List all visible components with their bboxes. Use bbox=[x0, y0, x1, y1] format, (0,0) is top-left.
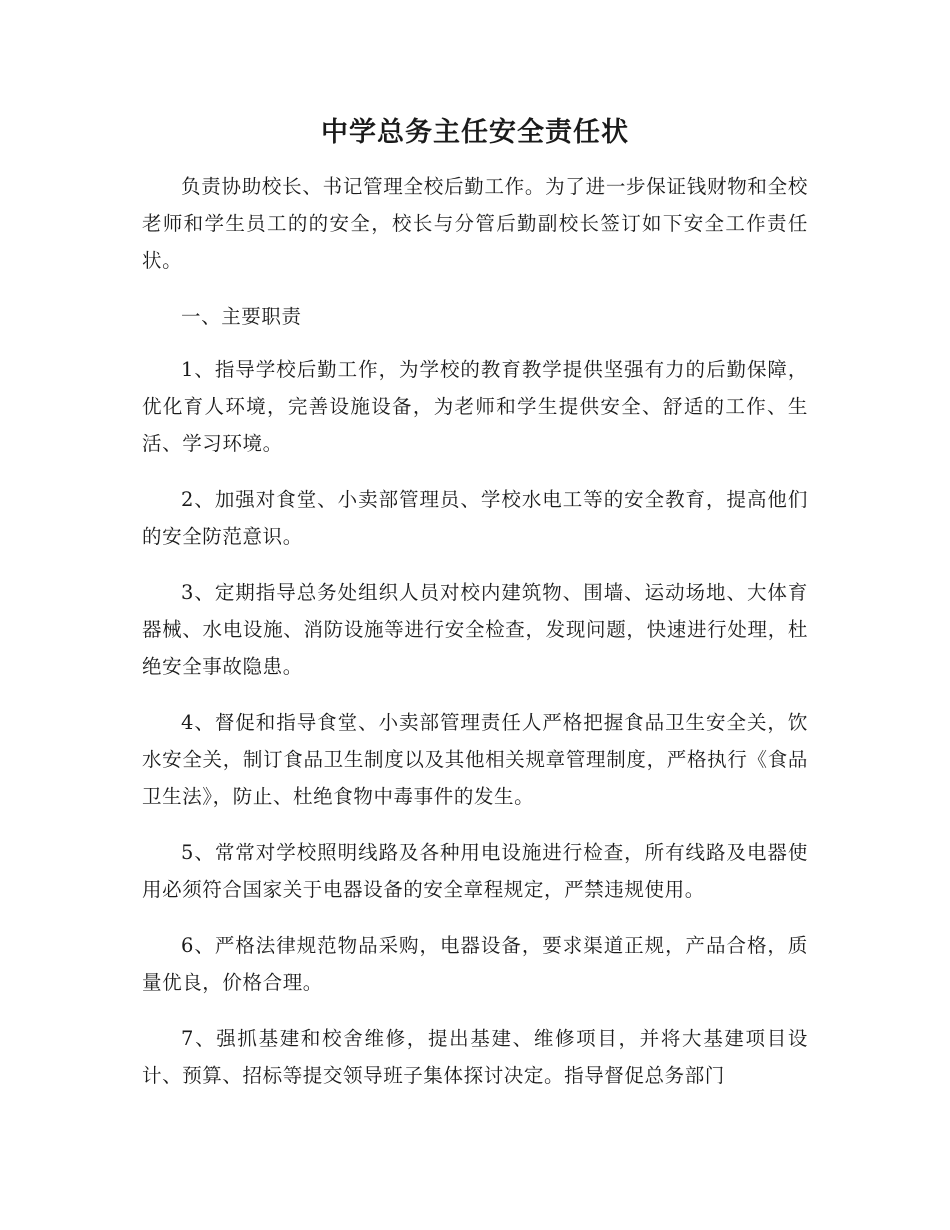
duty-paragraph-5: 5、常常对学校照明线路及各种用电设施进行检查，所有线路及电器使用必须符合国家关于电器设备的安全章程规定，严禁违规使用。 bbox=[142, 841, 808, 901]
duty-paragraph-6: 6、严格法律规范物品采购，电器设备，要求渠道正规，产品合格，质量优良，价格合理。 bbox=[142, 934, 808, 994]
section-heading-main-duties: 一、主要职责 bbox=[181, 305, 302, 328]
intro-paragraph: 负责协助校长、书记管理全校后勤工作。为了进一步保证钱财物和全校老师和学生员工的的安全，校长与分管后勤副校长签订如下安全工作责任状。 bbox=[142, 175, 808, 272]
duty-paragraph-2: 2、加强对食堂、小卖部管理员、学校水电工等的安全教育，提高他们的安全防范意识。 bbox=[142, 488, 808, 548]
duty-paragraph-7: 7、强抓基建和校舍维修，提出基建、维修项目，并将大基建项目设计、预算、招标等提交领导班子集体探讨决定。指导督促总务部门 bbox=[142, 1027, 808, 1087]
duty-paragraph-3: 3、定期指导总务处组织人员对校内建筑物、围墙、运动场地、大体育器械、水电设施、消防设施等进行安全检查，发现问题，快速进行处理，杜绝安全事故隐患。 bbox=[142, 581, 808, 678]
document-body bbox=[142, 108, 808, 1113]
document-title: 中学总务主任安全责任状 bbox=[321, 117, 629, 148]
duty-paragraph-1: 1、指导学校后勤工作，为学校的教育教学提供坚强有力的后勤保障，优化育人环境，完善设施设备，为老师和学生提供安全、舒适的工作、生活、学习环境。 bbox=[142, 358, 808, 455]
duty-paragraph-4: 4、督促和指导食堂、小卖部管理责任人严格把握食品卫生安全关，饮水安全关，制订食品卫生制度以及其他相关规章管理制度，严格执行《食品卫生法》，防止、杜绝食物中毒事件的发生。 bbox=[142, 711, 808, 808]
